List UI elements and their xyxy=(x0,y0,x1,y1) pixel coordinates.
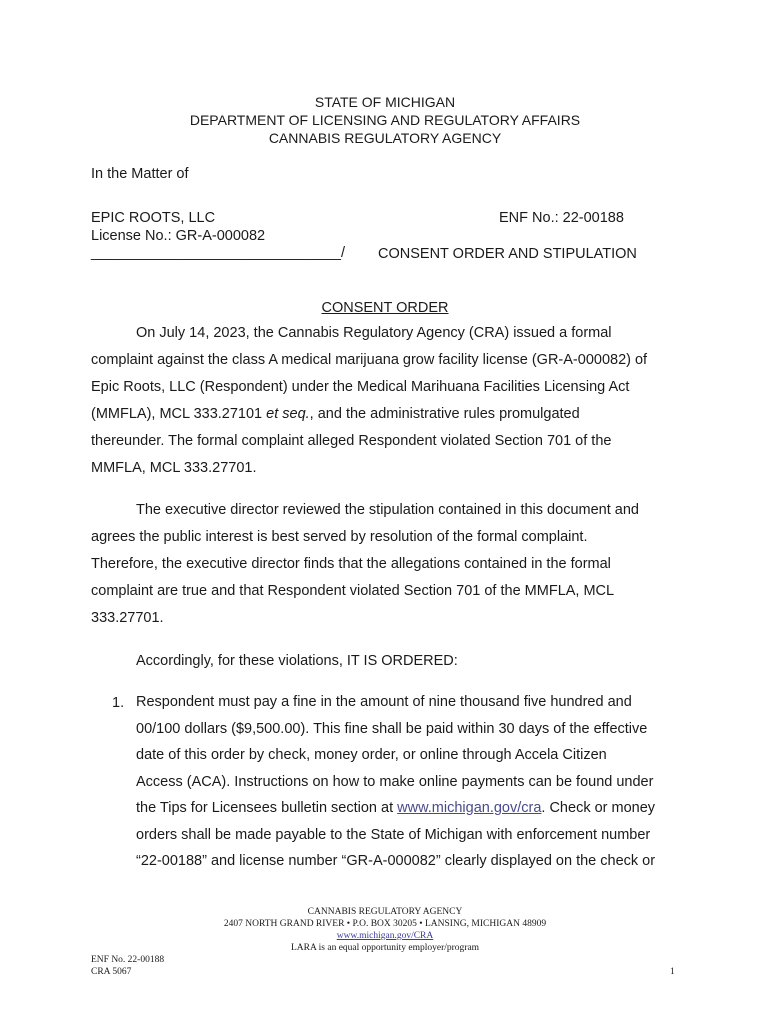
cra-website-link[interactable]: www.michigan.gov/cra xyxy=(397,800,542,816)
text-line: agrees the public interest is best served by resolution of the formal complaint. xyxy=(91,529,588,545)
text-segment: (MMFLA), MCL 333.27101 xyxy=(91,406,267,422)
footer-agency: CANNABIS REGULATORY AGENCY xyxy=(307,907,463,917)
paragraph-findings xyxy=(91,497,681,632)
list-item-fine xyxy=(136,689,686,875)
header-agency: CANNABIS REGULATORY AGENCY xyxy=(268,130,502,146)
text-line: thereunder. The formal complaint alleged Respondent violated Section 701 of the xyxy=(91,433,612,449)
document-type: CONSENT ORDER AND STIPULATION xyxy=(378,246,637,262)
license-number: License No.: GR-A-000082 xyxy=(91,228,266,244)
text-line: Therefore, the executive director finds that the allegations contained in the formal xyxy=(91,556,611,572)
footer-website-wrap xyxy=(0,930,770,942)
text-segment: . Check or money xyxy=(541,800,656,816)
in-the-matter-of: In the Matter of xyxy=(91,166,189,182)
footer-eoe: LARA is an equal opportunity employer/program xyxy=(290,943,480,953)
footer-website-link[interactable]: www.michigan.gov/CRA xyxy=(336,931,434,941)
footer-form-number: CRA 5067 xyxy=(91,967,132,977)
text-line: complaint are true and that Respondent violated Section 701 of the MMFLA, MCL xyxy=(91,583,615,599)
paragraph-ordered: Accordingly, for these violations, IT IS ORDERED: xyxy=(136,653,458,669)
text-segment: , and the administrative rules promulgated xyxy=(309,406,580,422)
italic-citation: et seq. xyxy=(266,406,310,422)
footer-enf-number: ENF No. 22-00188 xyxy=(91,955,165,965)
header-department: DEPARTMENT OF LICENSING AND REGULATORY AFFAIRS xyxy=(189,112,581,128)
page-number: 1 xyxy=(670,967,675,977)
text-line: Epic Roots, LLC (Respondent) under the Medical Marihuana Facilities Licensing Act xyxy=(91,379,630,395)
text-segment: the Tips for Licensees bulletin section at xyxy=(136,800,398,816)
list-number: 1. xyxy=(112,695,125,711)
text-line: orders shall be made payable to the State of Michigan with enforcement number xyxy=(136,826,651,843)
text-line: 00/100 dollars ($9,500.00). This fine shall be paid within 30 days of the effective xyxy=(136,720,648,737)
footer-address: 2407 NORTH GRAND RIVER • P.O. BOX 30205 • LANSING, MICHIGAN 48909 xyxy=(223,919,547,929)
paragraph-complaint xyxy=(91,320,681,482)
text-line: “22-00188” and license number “GR-A-000082” clearly displayed on the check or xyxy=(136,853,656,869)
text-line xyxy=(91,401,681,428)
text-line xyxy=(136,795,686,822)
header-state: STATE OF MICHIGAN xyxy=(314,94,456,110)
text-line: 333.27701. xyxy=(91,610,164,626)
text-line: date of this order by check, money order, or online through Accela Citizen xyxy=(136,747,607,763)
text-line: Access (ACA). Instructions on how to make online payments can be found under xyxy=(136,773,654,790)
text-line: complaint against the class A medical marijuana grow facility license (GR-A-000082) of xyxy=(91,352,648,368)
respondent-name: EPIC ROOTS, LLC xyxy=(91,210,216,226)
text-line: MMFLA, MCL 333.27701. xyxy=(91,460,257,476)
enf-number: ENF No.: 22-00188 xyxy=(499,210,624,226)
text-line: Respondent must pay a fine in the amount of nine thousand five hundred and xyxy=(136,694,632,710)
text-line: On July 14, 2023, the Cannabis Regulatory Agency (CRA) issued a formal xyxy=(136,325,612,341)
caption-rule-line: _______________________________/ xyxy=(91,245,346,261)
text-line: The executive director reviewed the stipulation contained in this document and xyxy=(136,502,639,518)
section-title: CONSENT ORDER xyxy=(321,300,449,316)
